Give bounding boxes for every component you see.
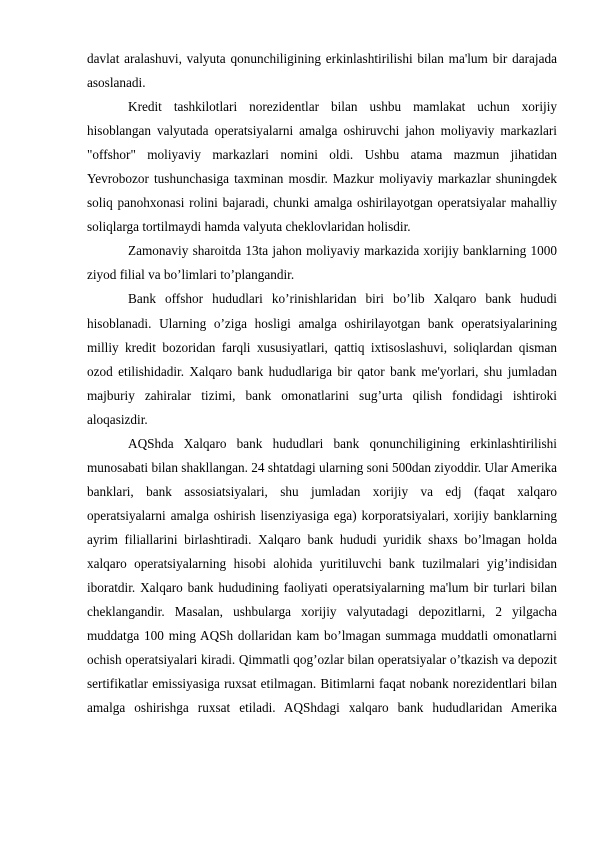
paragraph-international-bank-zone: Bank offshor hududlari ko’rinishlaridan biri bo’lib Xalqaro bank hududi hisoblanadi. Ularning o’ziga hosligi amalga oshirilayotgan bank operatsiyalarining milliy kredit bozoridan farqli xususiyatlari, qattiq ixtisoslashuvi, soliqlardan qisman ozod etilishidadir. Xalqaro bank hududlariga bir qator bank me'yorlari, shu jumladan majburiy zahiralar tizimi, bank omonatlarini sug’urta qilish fondidagi ishtiroki aloqasizdir. — [87, 291, 557, 427]
document-page — [87, 47, 557, 720]
paragraph-world-centers: Zamonaviy sharoitda 13ta jahon moliyaviy markazida xorijiy banklarning 1000 ziyod filial va bo’limlari to’plangandir. — [87, 243, 557, 283]
paragraph-continued: davlat aralashuvi, valyuta qonunchiligining erkinlashtirilishi bilan ma'lum bir darajada asoslanadi. — [87, 51, 557, 91]
paragraph-usa-bank-zones: AQShda Xalqaro bank hududlari bank qonunchiligining erkinlashtirilishi munosabati bilan shakllangan. 24 shtatdagi ularning soni 500dan ziyoddir. Ular Amerika banklari, bank assosiatsiyalari, shu jumladan xorijiy va edj (faqat xalqaro operatsiyalarni amalga oshirish lisenziyasiga ega) korporatsiyalari, xorijiy banklarning ayrim filiallarini birlashtiradi. Xalqaro bank hududi yuridik shaxs bo’lmagan holda xalqaro operatsiyalarning hisobi alohida yuritiluvchi bank tuzilmalari yig’indisidan iboratdir. Xalqaro bank hududining faoliyati operatsiyalarning ma'lum bir turlari bilan cheklangandir. Masalan, ushbularga xorijiy valyutadagi depozitlarni, 2 yilgacha muddatga 100 ming AQSh dollaridan kam bo’lmagan summaga muddatli omonatlarni ochish operatsiyalari kiradi. Qimmatli qog’ozlar bilan operatsiyalar o’tkazish va depozit sertifikatlar emissiyasiga ruxsat etilmagan. Bitimlarni faqat nobank norezidentlari bilan amalga oshirishga ruxsat etiladi. AQShdagi xalqaro bank hududlaridan Amerika — [87, 435, 557, 716]
paragraph-offshore-centers: Kredit tashkilotlari norezidentlar bilan ushbu mamlakat uchun xorijiy hisoblangan valyutada operatsiyalarni amalga oshiruvchi jahon moliyaviy markazlari "offshor" moliyaviy markazlari nomini oldi. Ushbu atama mazmun jihatidan Yevrobozor tushunchasiga taxminan mosdir. Mazkur moliyaviy markazlar shuningdek soliq panohxonasi rolini bajaradi, chunki amalga oshirilayotgan operatsiyalar mahalliy soliqlarga tortilmaydi hamda valyuta cheklovlaridan holisdir. — [87, 99, 557, 235]
